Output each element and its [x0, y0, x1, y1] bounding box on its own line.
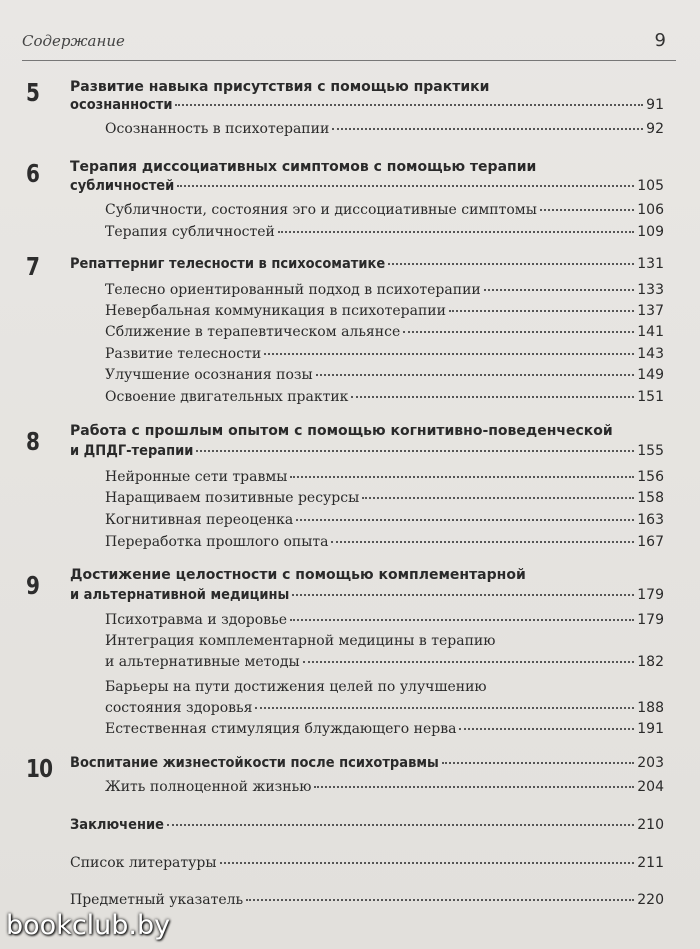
toc-entry[interactable]: состояния здоровья 188 — [105, 700, 664, 716]
page-number: 9 — [654, 30, 666, 51]
toc-entry[interactable]: Заключение 210 — [70, 817, 664, 833]
toc-entry[interactable]: Невербальная коммуникация в психотерапии 137 — [105, 303, 664, 319]
toc-entry[interactable]: Естественная стимуляция блуждающего нерва 191 — [105, 721, 664, 737]
toc-entry[interactable]: Переработка прошлого опыта 167 — [105, 534, 664, 550]
section-title: Барьеры на пути достижения целей по улучшению — [105, 679, 487, 695]
toc-entry[interactable]: Развитие телесности 143 — [105, 346, 664, 362]
chapter-title: Терапия диссоциативных симптомов с помощью терапии — [70, 159, 537, 175]
chapter-title: Развитие навыка присутствия с помощью практики — [70, 79, 490, 95]
running-title: Содержание — [22, 32, 125, 50]
toc-entry[interactable]: Список литературы 211 — [70, 855, 664, 871]
toc-entry[interactable]: Освоение двигательных практик 151 — [105, 389, 664, 405]
chapter-number: 10 — [26, 754, 53, 783]
toc-entry[interactable]: Воспитание жизнестойкости после психотравмы 203 — [70, 755, 664, 771]
toc-entry[interactable]: Телесно ориентированный подход в психотерапии 133 — [105, 282, 664, 298]
toc-entry[interactable]: и альтернативной медицины 179 — [70, 587, 664, 603]
section-title: Интеграция комплементарной медицины в терапию — [105, 633, 496, 649]
toc-entry[interactable]: Психотравма и здоровье 179 — [105, 612, 664, 628]
toc-entry[interactable]: Когнитивная переоценка 163 — [105, 512, 664, 528]
toc-entry[interactable]: Улучшение осознания позы 149 — [105, 367, 664, 383]
chapter-number: 5 — [26, 78, 40, 107]
toc-entry[interactable]: Предметный указатель 220 — [70, 892, 664, 908]
toc-entry[interactable]: субличностей 105 — [70, 178, 664, 194]
toc-entry[interactable]: осознанности 91 — [70, 97, 664, 113]
chapter-number: 6 — [26, 159, 40, 188]
chapter-title: Достижение целостности с помощью комплементарной — [70, 567, 526, 583]
toc-entry[interactable]: Осознанность в психотерапии 92 — [105, 121, 664, 137]
toc-entry[interactable]: Субличности, состояния эго и диссоциативные симптомы 106 — [105, 202, 664, 218]
toc-entry[interactable]: Нейронные сети травмы 156 — [105, 469, 664, 485]
chapter-number: 9 — [26, 571, 40, 600]
toc-entry[interactable]: Сближение в терапевтическом альянсе 141 — [105, 324, 664, 340]
toc-entry[interactable]: и альтернативные методы 182 — [105, 654, 664, 670]
chapter-title: Работа с прошлым опытом с помощью когнитивно-поведенческой — [70, 423, 613, 439]
chapter-number: 8 — [26, 427, 40, 456]
watermark: bookclub.by — [6, 910, 171, 941]
toc-entry[interactable]: и ДПДГ-терапии 155 — [70, 443, 664, 459]
toc-entry[interactable]: Терапия субличностей 109 — [105, 224, 664, 240]
toc-entry[interactable]: Наращиваем позитивные ресурсы 158 — [105, 490, 664, 506]
chapter-number: 7 — [26, 252, 40, 281]
toc-entry[interactable]: Жить полноценной жизнью 204 — [105, 779, 664, 795]
toc-entry[interactable]: Репаттерниг телесности в психосоматике 131 — [70, 256, 664, 272]
